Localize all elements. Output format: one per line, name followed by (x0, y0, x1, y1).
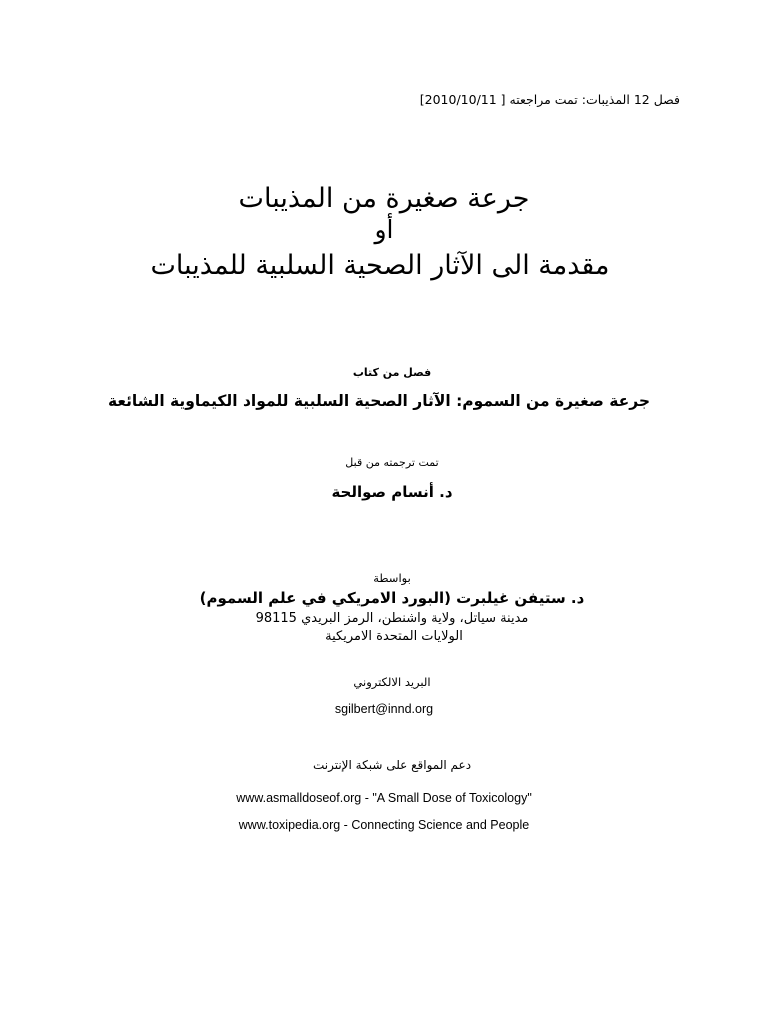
email-label: البريد الالكتروني (353, 675, 431, 689)
website-link-1: www.asmalldoseof.org - "A Small Dose of Toxicology" (236, 791, 532, 805)
running-header: فصل 12 المذيبات: تمت مراجعته [ 2010/10/11] (419, 92, 680, 107)
document-title-line-3: مقدمة الى الآثار الصحية السلبية للمذيبات (150, 250, 610, 281)
document-title-line-1: جرعة صغيرة من المذيبات (238, 183, 530, 214)
author-address-line-2: الولايات المتحدة الامريكية (325, 629, 463, 644)
author-name: د. ستيفن غيلبرت (البورد الامريكي في علم السموم) (199, 589, 585, 607)
websites-label: دعم المواقع على شبكة الإنترنت (312, 758, 472, 772)
by-label: بواسطة (373, 571, 411, 585)
chapter-from-book-label: فصل من كتاب (352, 366, 432, 379)
email-address: sgilbert@innd.org (334, 702, 434, 716)
website-link-2: www.toxipedia.org - Connecting Science and People (238, 818, 530, 832)
translator-name: د. أنسام صوالحة (331, 483, 453, 501)
author-address-line-1: مدينة سياتل، ولاية واشنطن، الرمز البريدي 98115 (255, 611, 529, 626)
translated-by-label: تمت ترجمته من قبل (345, 456, 439, 469)
document-title-line-2: أو (374, 215, 394, 244)
book-title: جرعة صغيرة من السموم: الآثار الصحية السلبية للمواد الكيماوية الشائعة (107, 392, 651, 410)
